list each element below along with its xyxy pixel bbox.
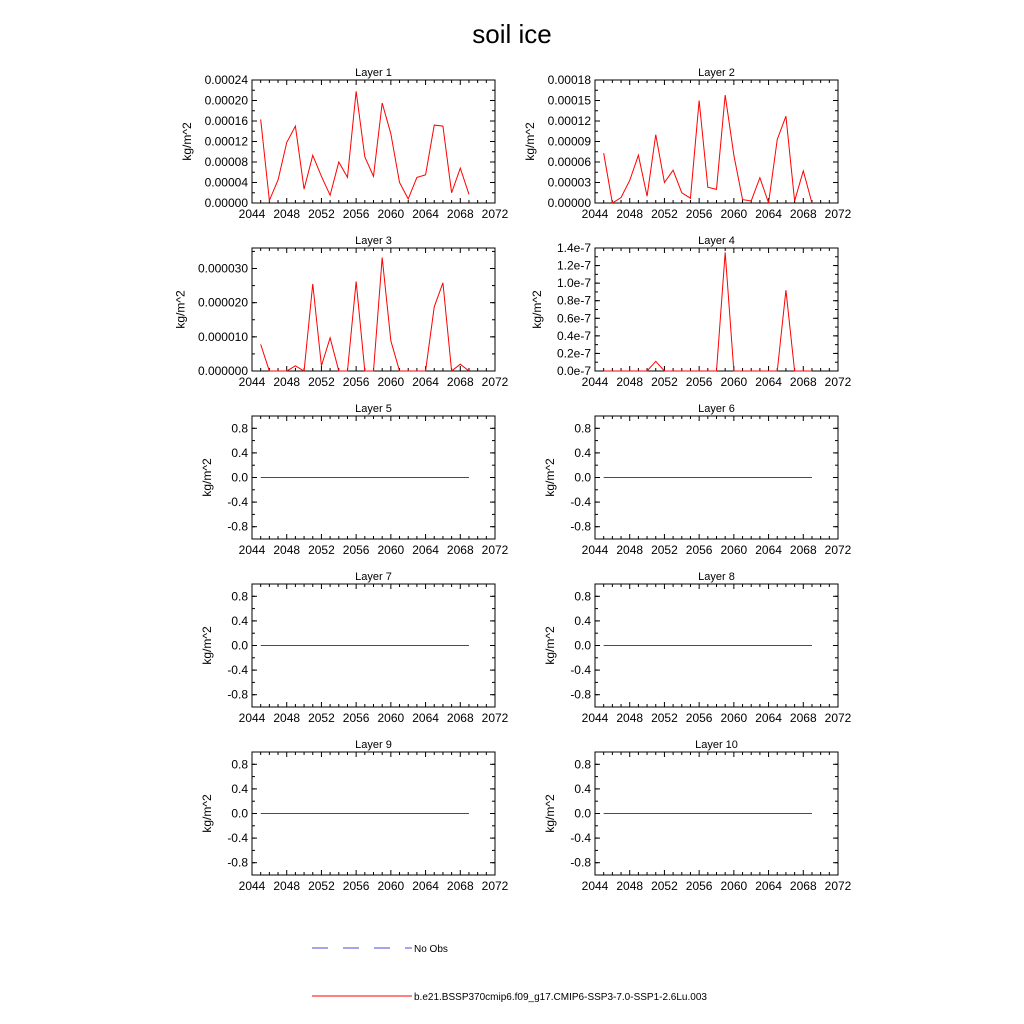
- panel-layer-2: [523, 67, 852, 221]
- x-tick-label: 2072: [824, 543, 852, 557]
- y-axis-label: kg/m^2: [543, 626, 558, 665]
- series-line-layer-1: [261, 91, 469, 200]
- y-tick-label: 1.4e-7: [556, 241, 591, 255]
- y-tick-label: -0.8: [227, 855, 248, 870]
- y-tick-label: 0.8: [231, 757, 248, 772]
- panel-title: Layer 9: [355, 739, 392, 751]
- x-tick-label: 2048: [273, 207, 301, 221]
- x-tick-label: 2060: [720, 543, 748, 557]
- y-axis-label: kg/m^2: [173, 290, 188, 329]
- y-tick-label: 0.4: [574, 781, 591, 796]
- x-tick-label: 2044: [238, 879, 266, 893]
- x-tick-label: 2044: [581, 207, 609, 221]
- x-tick-label: 2048: [616, 543, 644, 557]
- x-tick-label: 2056: [685, 879, 713, 893]
- series-line-layer-3: [261, 258, 469, 371]
- x-tick-label: 2068: [446, 879, 474, 893]
- plot-frame: [252, 80, 495, 203]
- x-tick-label: 2068: [789, 879, 817, 893]
- y-tick-label: -0.4: [227, 831, 248, 846]
- y-tick-label: -0.4: [570, 663, 591, 678]
- series-line-layer-4: [604, 252, 812, 371]
- y-tick-label: -0.4: [570, 831, 591, 846]
- y-tick-label: 0.00000: [204, 196, 248, 210]
- panel-title: Layer 1: [355, 67, 392, 79]
- x-tick-label: 2068: [446, 207, 474, 221]
- x-tick-label: 2060: [377, 879, 405, 893]
- x-tick-label: 2048: [616, 711, 644, 725]
- y-tick-label: 0.0: [231, 638, 248, 653]
- x-tick-label: 2068: [446, 711, 474, 725]
- panel-layer-10: [543, 739, 851, 893]
- panel-title: Layer 5: [355, 403, 392, 415]
- x-tick-label: 2044: [238, 711, 266, 725]
- y-tick-label: 0.4: [231, 613, 248, 628]
- x-tick-label: 2060: [720, 375, 748, 389]
- x-tick-label: 2044: [238, 543, 266, 557]
- y-tick-label: -0.8: [227, 519, 248, 534]
- y-tick-label: 0.00020: [204, 93, 248, 108]
- x-tick-label: 2056: [342, 207, 370, 221]
- x-tick-label: 2044: [581, 375, 609, 389]
- x-tick-label: 2052: [308, 543, 335, 557]
- y-tick-label: -0.8: [570, 519, 591, 534]
- panel-layer-4: [530, 235, 852, 389]
- x-tick-label: 2052: [651, 543, 678, 557]
- x-tick-label: 2072: [824, 879, 852, 893]
- panel-layer-9: [200, 739, 508, 893]
- x-tick-label: 2056: [342, 879, 370, 893]
- y-axis-label: kg/m^2: [543, 794, 558, 833]
- y-tick-label: 0.8: [574, 421, 591, 436]
- x-tick-label: 2060: [377, 207, 405, 221]
- y-tick-label: 0.00024: [204, 73, 248, 87]
- x-tick-label: 2064: [755, 711, 782, 725]
- panel-title: Layer 8: [698, 571, 735, 583]
- x-tick-label: 2044: [238, 207, 266, 221]
- y-tick-label: -0.8: [570, 855, 591, 870]
- panel-layer-1: [180, 67, 509, 221]
- panel-layer-7: [200, 571, 508, 725]
- x-tick-label: 2064: [412, 375, 439, 389]
- x-tick-label: 2072: [481, 375, 509, 389]
- y-tick-label: 0.00003: [547, 175, 591, 190]
- x-tick-label: 2060: [377, 711, 405, 725]
- x-tick-label: 2044: [581, 543, 609, 557]
- y-axis-label: kg/m^2: [543, 458, 558, 497]
- x-tick-label: 2064: [412, 879, 439, 893]
- x-tick-label: 2060: [720, 207, 748, 221]
- x-tick-label: 2056: [685, 207, 713, 221]
- x-tick-label: 2048: [273, 879, 301, 893]
- legend-model-label: b.e21.BSSP370cmip6.f09_g17.CMIP6-SSP3-7.0-SSP1-2.6Lu.003: [414, 992, 707, 1003]
- y-axis-label: kg/m^2: [200, 626, 215, 665]
- panel-title: Layer 10: [695, 739, 738, 751]
- y-tick-label: 0.8: [231, 421, 248, 436]
- y-tick-label: 0.00012: [547, 114, 591, 128]
- panel-title: Layer 4: [698, 235, 735, 247]
- legend-no-obs-label: No Obs: [414, 944, 448, 955]
- x-tick-label: 2052: [308, 711, 335, 725]
- y-tick-label: -0.4: [570, 495, 591, 510]
- y-tick-label: 0.000010: [197, 329, 248, 344]
- x-tick-label: 2064: [755, 879, 782, 893]
- y-tick-label: -0.4: [227, 495, 248, 510]
- y-axis-label: kg/m^2: [529, 290, 544, 329]
- figure-title: soil ice: [472, 19, 552, 49]
- x-tick-label: 2072: [824, 207, 852, 221]
- x-tick-label: 2052: [308, 879, 335, 893]
- x-tick-label: 2052: [308, 375, 335, 389]
- y-tick-label: 0.4: [574, 445, 591, 460]
- y-axis-label: kg/m^2: [180, 122, 195, 161]
- x-tick-label: 2060: [377, 375, 405, 389]
- y-tick-label: 0.00018: [547, 73, 591, 87]
- y-tick-label: 0.8e-7: [556, 293, 591, 308]
- x-tick-label: 2056: [342, 543, 370, 557]
- x-tick-label: 2064: [755, 207, 782, 221]
- y-tick-label: 0.00012: [204, 134, 248, 149]
- y-tick-label: 0.8: [574, 589, 591, 604]
- legend: [312, 944, 707, 1003]
- y-tick-label: 0.0: [231, 470, 248, 485]
- x-tick-label: 2056: [685, 711, 713, 725]
- y-tick-label: -0.4: [227, 663, 248, 678]
- x-tick-label: 2044: [581, 879, 609, 893]
- y-tick-label: 0.4: [231, 445, 248, 460]
- panel-grid: [173, 67, 851, 893]
- x-tick-label: 2048: [273, 711, 301, 725]
- y-tick-label: 0.6e-7: [556, 311, 591, 326]
- x-tick-label: 2072: [481, 879, 509, 893]
- x-tick-label: 2048: [273, 543, 301, 557]
- x-tick-label: 2064: [412, 207, 439, 221]
- plot-frame: [252, 248, 495, 371]
- x-tick-label: 2048: [273, 375, 301, 389]
- x-tick-label: 2044: [238, 375, 266, 389]
- x-tick-label: 2072: [481, 543, 509, 557]
- x-tick-label: 2052: [651, 711, 678, 725]
- panel-layer-8: [543, 571, 851, 725]
- x-tick-label: 2056: [685, 375, 713, 389]
- x-tick-label: 2048: [616, 375, 644, 389]
- y-tick-label: 0.000030: [197, 261, 248, 276]
- panel-layer-3: [173, 235, 508, 389]
- x-tick-label: 2068: [446, 375, 474, 389]
- y-tick-label: 0.00016: [204, 114, 248, 128]
- x-tick-label: 2052: [308, 207, 335, 221]
- y-tick-label: 0.00015: [547, 93, 591, 108]
- y-tick-label: 0.000000: [197, 364, 248, 378]
- panel-title: Layer 3: [355, 235, 392, 247]
- y-tick-label: 0.000020: [197, 295, 248, 310]
- x-tick-label: 2064: [755, 375, 782, 389]
- y-tick-label: 1.2e-7: [556, 258, 591, 273]
- y-tick-label: 0.00009: [547, 134, 591, 149]
- y-tick-label: 0.0: [574, 638, 591, 653]
- x-tick-label: 2068: [789, 543, 817, 557]
- panel-title: Layer 7: [355, 571, 392, 583]
- y-tick-label: 0.2e-7: [556, 346, 591, 361]
- y-tick-label: 0.4: [574, 613, 591, 628]
- y-tick-label: 0.0: [574, 806, 591, 821]
- x-tick-label: 2064: [412, 543, 439, 557]
- panel-layer-5: [200, 403, 508, 557]
- x-tick-label: 2064: [755, 543, 782, 557]
- x-tick-label: 2072: [824, 711, 852, 725]
- y-tick-label: 0.0: [574, 470, 591, 485]
- x-tick-label: 2064: [412, 711, 439, 725]
- x-tick-label: 2052: [651, 375, 678, 389]
- y-axis-label: kg/m^2: [200, 794, 215, 833]
- x-tick-label: 2060: [720, 879, 748, 893]
- x-tick-label: 2052: [651, 879, 678, 893]
- y-tick-label: 0.00008: [204, 155, 248, 169]
- y-tick-label: -0.8: [227, 687, 248, 702]
- panel-layer-6: [543, 403, 851, 557]
- series-line-layer-2: [604, 95, 812, 203]
- x-tick-label: 2056: [342, 375, 370, 389]
- y-tick-label: 0.0e-7: [556, 364, 591, 378]
- x-tick-label: 2072: [824, 375, 852, 389]
- y-tick-label: 0.8: [231, 589, 248, 604]
- x-tick-label: 2056: [342, 711, 370, 725]
- y-tick-label: 0.0: [231, 806, 248, 821]
- y-axis-label: kg/m^2: [523, 122, 538, 161]
- x-tick-label: 2056: [685, 543, 713, 557]
- x-tick-label: 2072: [481, 711, 509, 725]
- x-tick-label: 2068: [789, 207, 817, 221]
- panel-title: Layer 6: [698, 403, 735, 415]
- y-axis-label: kg/m^2: [200, 458, 215, 497]
- y-tick-label: 0.4: [231, 781, 248, 796]
- x-tick-label: 2048: [616, 207, 644, 221]
- y-tick-label: 0.00004: [204, 175, 248, 190]
- x-tick-label: 2060: [720, 711, 748, 725]
- y-tick-label: 0.8: [574, 757, 591, 772]
- x-tick-label: 2068: [446, 543, 474, 557]
- x-tick-label: 2060: [377, 543, 405, 557]
- y-tick-label: 1.0e-7: [556, 276, 591, 291]
- x-tick-label: 2048: [616, 879, 644, 893]
- plot-frame: [595, 248, 838, 371]
- x-tick-label: 2068: [789, 711, 817, 725]
- x-tick-label: 2072: [481, 207, 509, 221]
- y-tick-label: 0.4e-7: [556, 328, 591, 343]
- y-tick-label: 0.00000: [547, 196, 591, 210]
- y-tick-label: 0.00006: [547, 155, 591, 169]
- panel-title: Layer 2: [698, 67, 735, 79]
- y-tick-label: -0.8: [570, 687, 591, 702]
- x-tick-label: 2052: [651, 207, 678, 221]
- x-tick-label: 2068: [789, 375, 817, 389]
- x-tick-label: 2044: [581, 711, 609, 725]
